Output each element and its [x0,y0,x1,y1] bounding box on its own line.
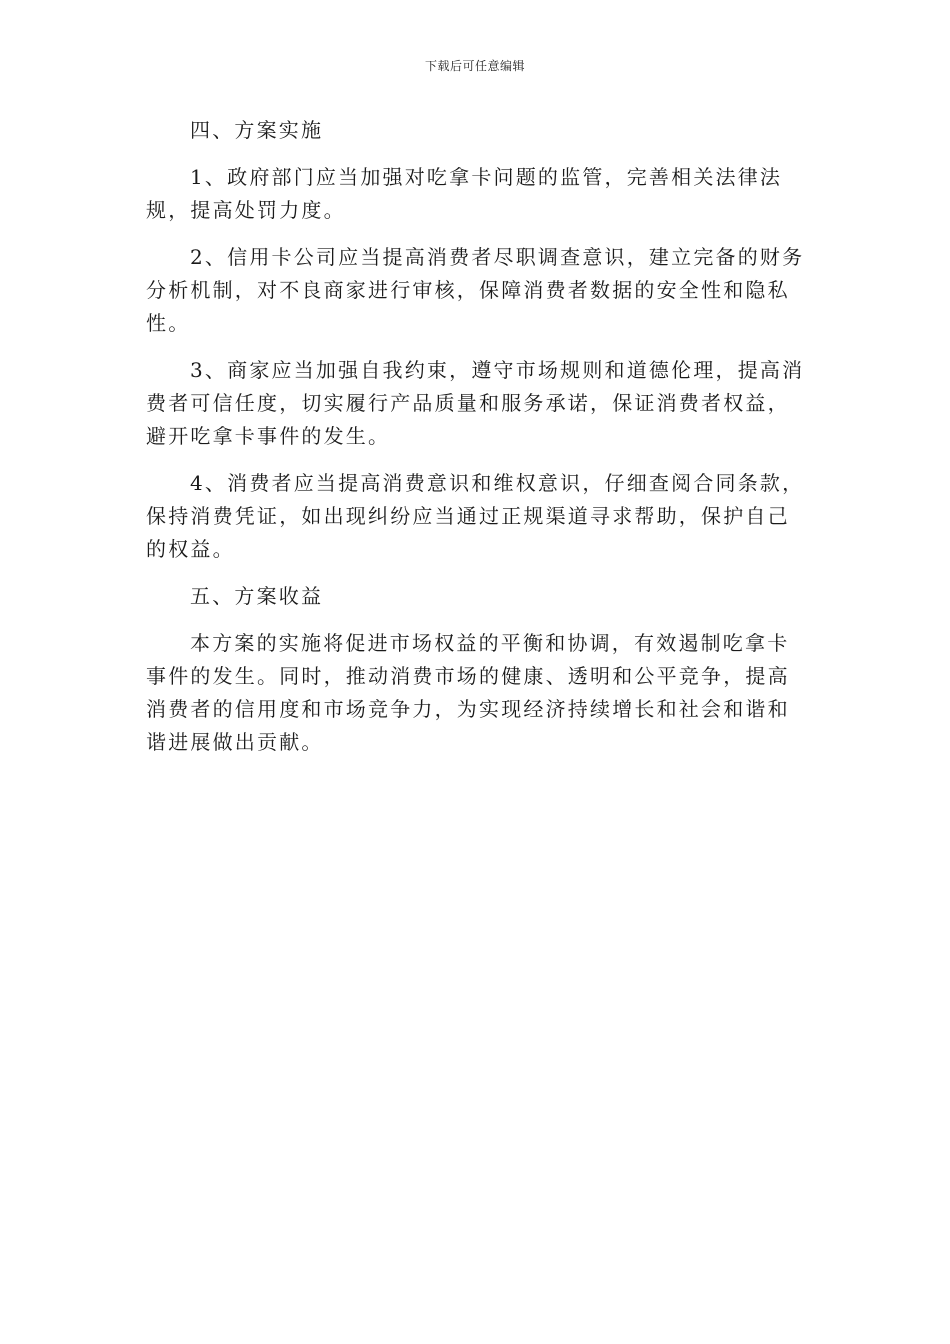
section-heading-benefits: 五、方案收益 [190,584,324,608]
section-heading-implementation: 四、方案实施 [190,118,324,142]
implementation-item-4: 4、消费者应当提高消费意识和维权意识，仔细查阅合同条款，保持消费凭证，如出现纠纷应当通过正规渠道寻求帮助，保护自己的权益。 [146,471,805,561]
document-body [146,114,806,773]
implementation-item-3: 3、商家应当加强自我约束，遵守市场规则和道德伦理，提高消费者可信任度，切实履行产品质量和服务承诺，保证消费者权益，避开吃拿卡事件的发生。 [146,358,805,448]
implementation-item-1: 1、政府部门应当加强对吃拿卡问题的监管，完善相关法律法规，提高处罚力度。 [146,165,783,222]
header-note: 下载后可任意编辑 [424,59,525,73]
implementation-item-2: 2、信用卡公司应当提高消费者尽职调查意识，建立完备的财务分析机制，对不良商家进行审核，保障消费者数据的安全性和隐私性。 [146,245,805,335]
benefits-paragraph: 本方案的实施将促进市场权益的平衡和协调，有效遏制吃拿卡事件的发生。同时，推动消费市场的健康、透明和公平竞争，提高消费者的信用度和市场竞争力，为实现经济持续增长和社会和谐和谐进展做出贡献。 [146,631,790,754]
